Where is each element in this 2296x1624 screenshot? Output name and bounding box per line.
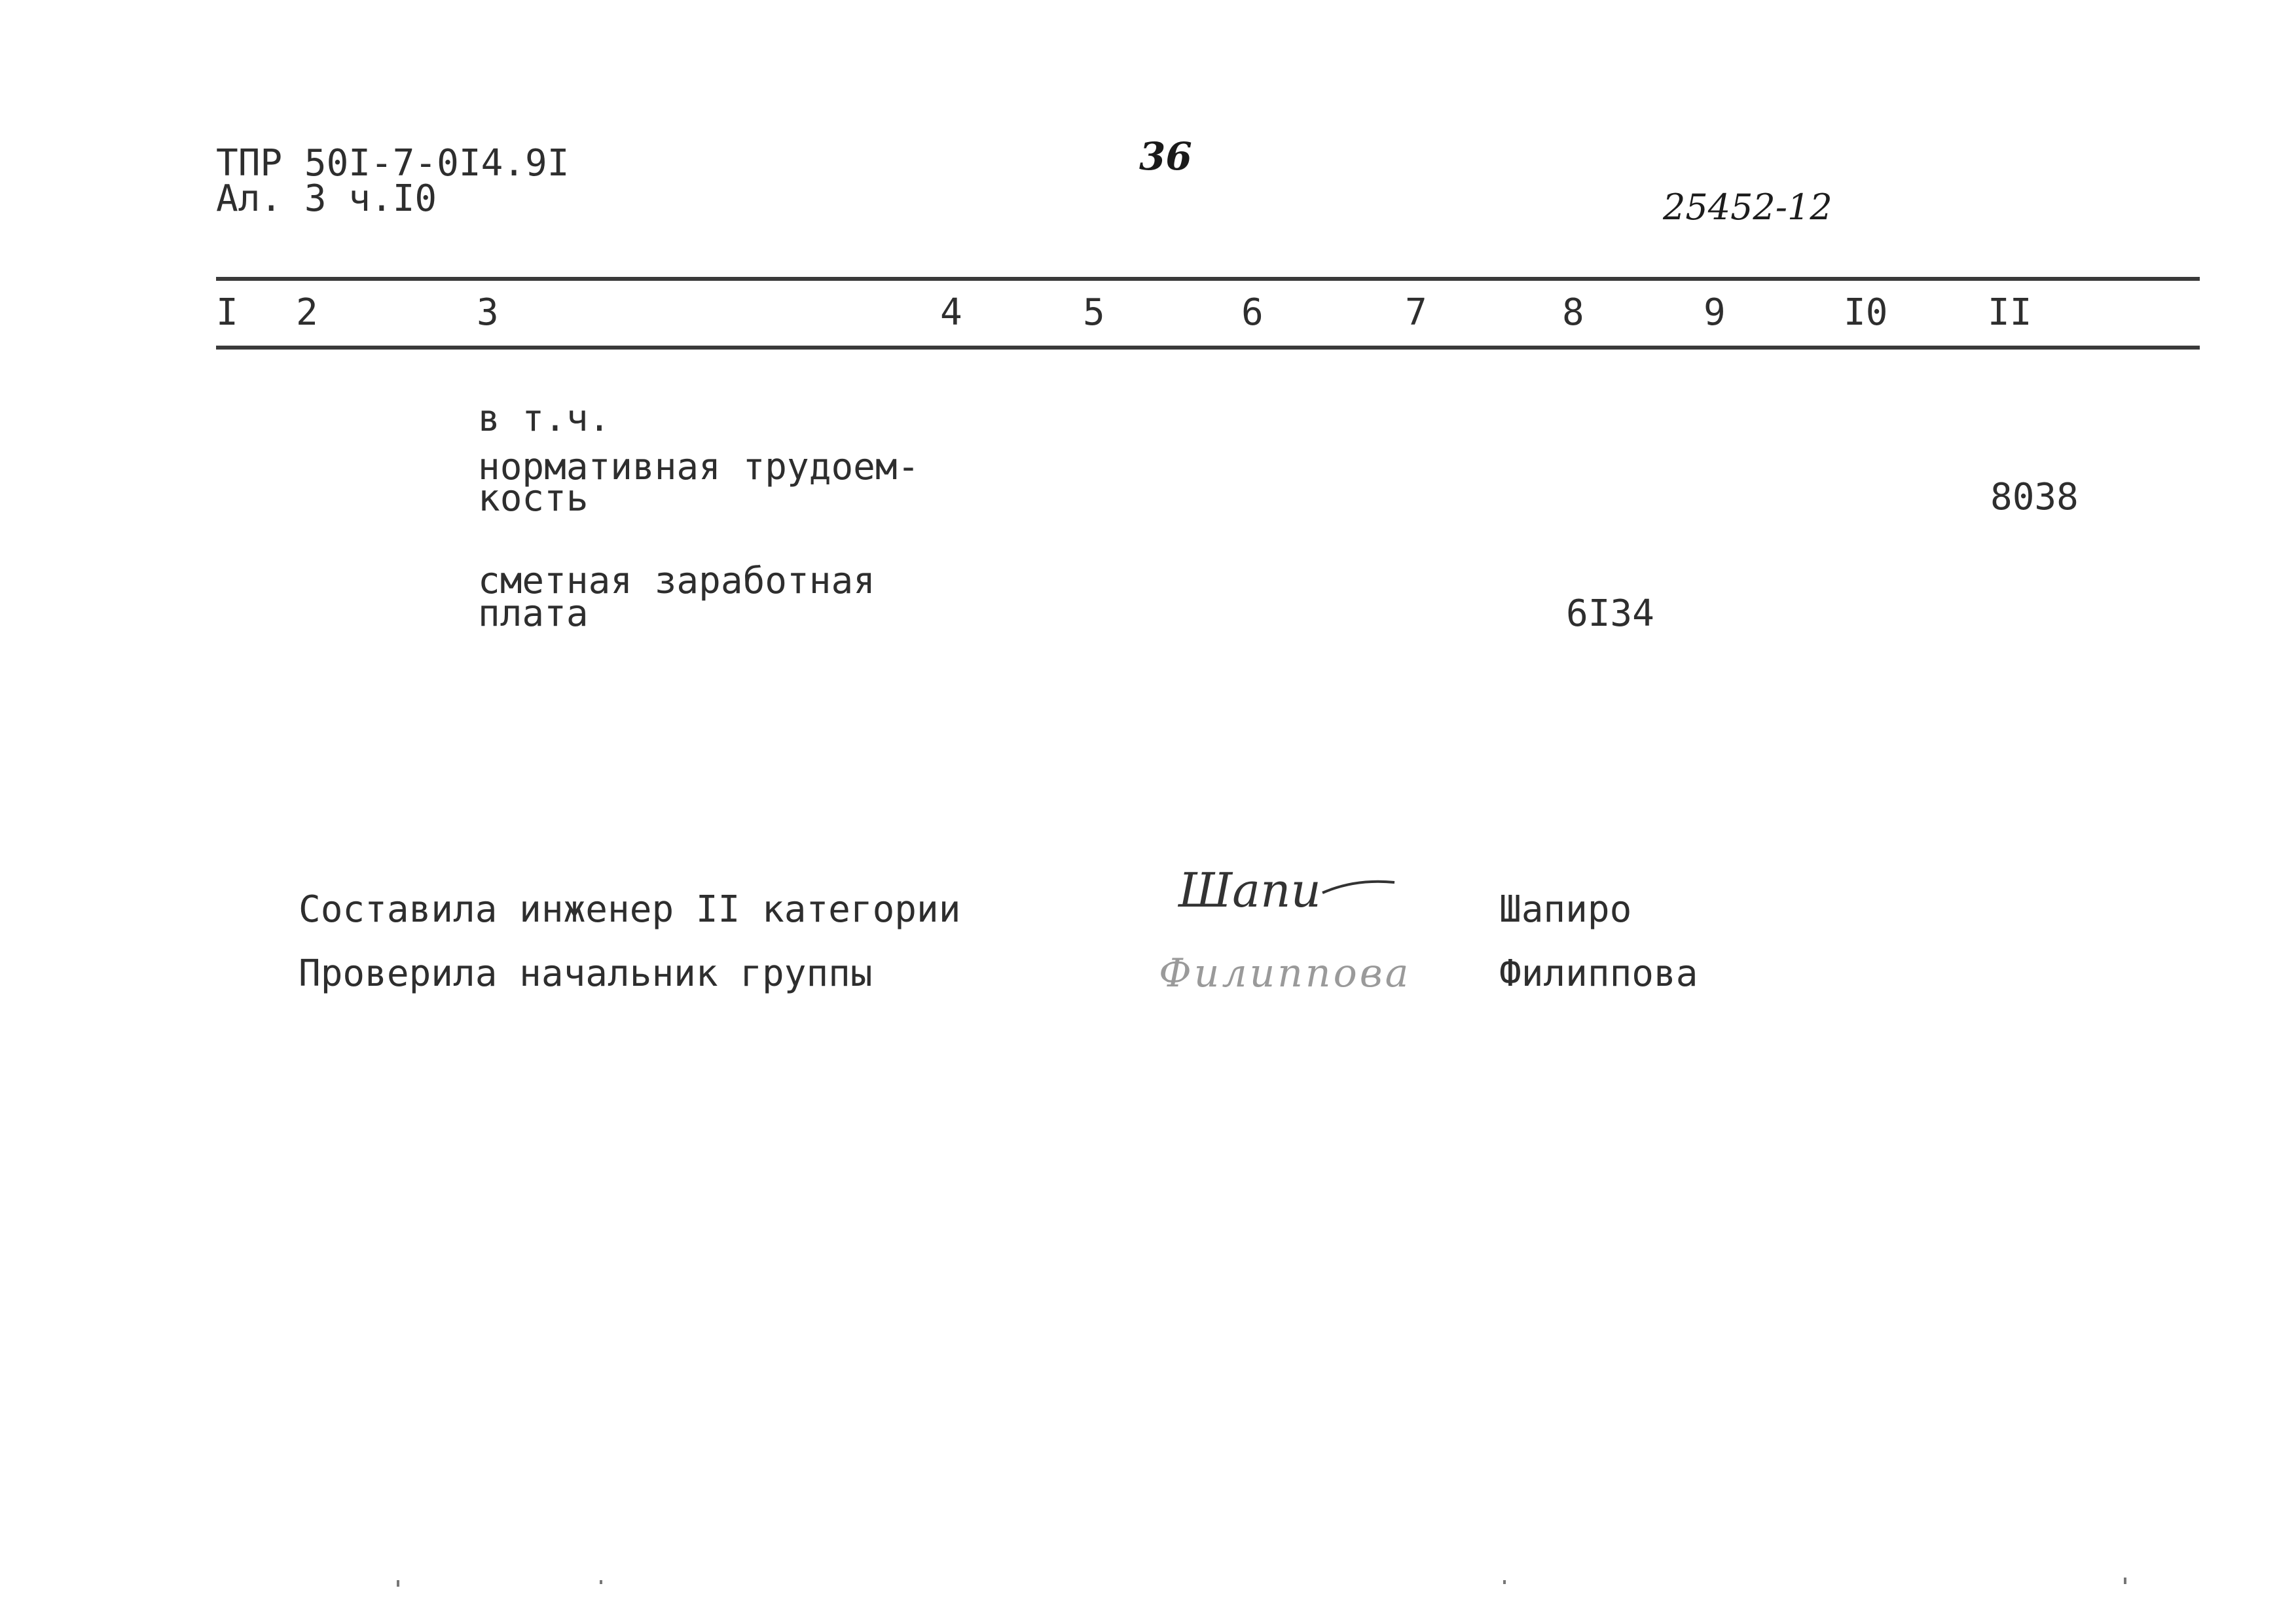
column-header-6: 6 xyxy=(1241,291,1264,334)
speck xyxy=(2124,1578,2126,1584)
column-header-1: I xyxy=(216,291,238,334)
column-header-9: 9 xyxy=(1704,291,1726,334)
column-header-10: I0 xyxy=(1844,291,1888,334)
column-header-2: 2 xyxy=(296,291,318,334)
inventory-number: 25452-12 xyxy=(1663,187,1832,228)
column-header-7: 7 xyxy=(1405,291,1427,334)
row-value-col11: 8038 xyxy=(1990,476,2079,518)
table-header-rule xyxy=(216,346,2200,350)
speck xyxy=(600,1580,602,1584)
speck xyxy=(1503,1580,1506,1584)
compiled-by-label: Составила инженер II категории xyxy=(299,888,961,931)
row-label-line1: нормативная трудоем- xyxy=(478,446,920,488)
intro-text: в т.ч. xyxy=(478,397,611,440)
checked-signature: Филиппова xyxy=(1159,950,1412,996)
column-header-11: II xyxy=(1988,291,2032,334)
row-label-line2: плата xyxy=(478,592,589,635)
table-top-rule xyxy=(216,277,2200,281)
page-number: 36 xyxy=(1139,134,1192,179)
row-value-col8: 6I34 xyxy=(1566,592,1654,635)
column-header-8: 8 xyxy=(1562,291,1584,334)
album-reference: Ал. 3 ч.I0 xyxy=(216,177,437,220)
column-header-3: 3 xyxy=(477,291,499,334)
checked-by-label: Проверила начальник группы xyxy=(299,952,873,995)
row-label-line1: сметная заработная xyxy=(478,560,875,602)
row-label-line2: кость xyxy=(478,477,589,520)
column-header-5: 5 xyxy=(1083,291,1105,334)
document-code: ТПР 50I-7-0I4.9I xyxy=(216,142,570,185)
compiled-by-name: Шапиро xyxy=(1499,888,1632,931)
compiled-signature-stroke xyxy=(1316,875,1401,901)
column-header-4: 4 xyxy=(940,291,962,334)
speck xyxy=(397,1580,399,1587)
checked-by-name: Филиппова xyxy=(1499,952,1698,995)
compiled-signature: Шапи xyxy=(1178,863,1321,918)
